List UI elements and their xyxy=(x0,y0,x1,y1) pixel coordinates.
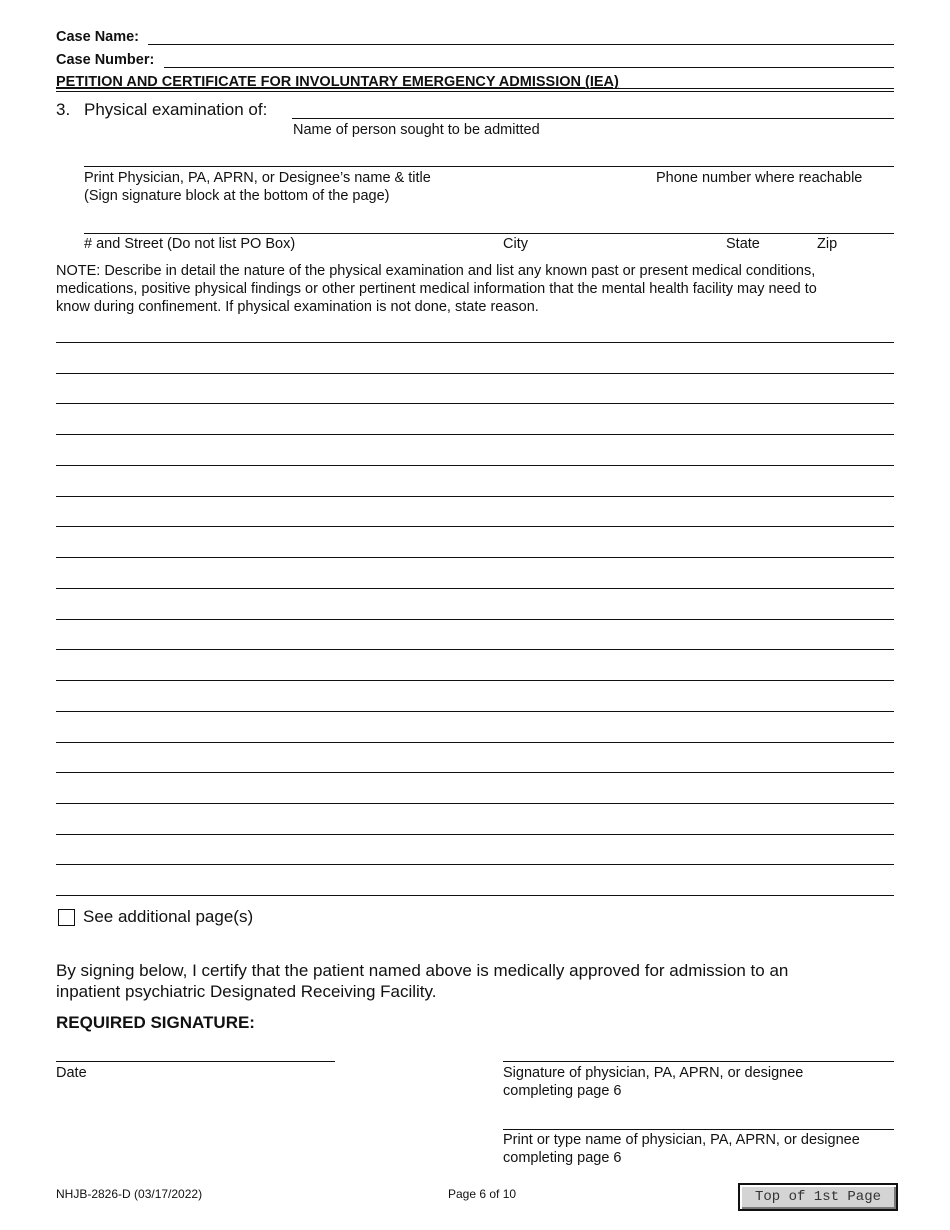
note-line1: NOTE: Describe in detail the nature of the physical examination and list any known past or present medical conditions, xyxy=(56,263,816,279)
zip-caption: Zip xyxy=(817,236,838,252)
writing-line xyxy=(56,864,894,865)
phone-field[interactable] xyxy=(656,148,890,166)
additional-pages-label: See additional page(s) xyxy=(83,907,254,926)
writing-line xyxy=(56,803,894,804)
signature-underline xyxy=(503,1061,894,1062)
city-caption: City xyxy=(503,236,528,252)
state-caption: State xyxy=(726,236,760,252)
person-name-caption: Name of person sought to be admitted xyxy=(293,122,540,138)
note-line2: medications, positive physical findings or other pertinent medical information that the mental health facility may need to xyxy=(56,281,817,297)
note-line3: know during confinement. If physical examination is not done, state reason. xyxy=(56,299,539,315)
street-field[interactable] xyxy=(86,215,496,233)
writing-line xyxy=(56,342,894,343)
print-name-caption-line1: Print or type name of physician, PA, APRN, or designee xyxy=(503,1132,860,1148)
writing-line xyxy=(56,772,894,773)
physician-caption-line1: Print Physician, PA, APRN, or Designee’s name & title xyxy=(84,170,431,186)
print-name-field[interactable] xyxy=(505,1110,890,1128)
writing-line xyxy=(56,557,894,558)
zip-field[interactable] xyxy=(817,215,890,233)
writing-line xyxy=(56,373,894,374)
physician-underline xyxy=(84,166,894,167)
writing-line xyxy=(56,711,894,712)
page-number: Page 6 of 10 xyxy=(448,1187,517,1201)
date-caption: Date xyxy=(56,1065,87,1081)
person-name-underline xyxy=(292,118,894,119)
date-field[interactable] xyxy=(58,1043,332,1061)
signature-caption-line1: Signature of physician, PA, APRN, or designee xyxy=(503,1065,804,1081)
writing-line xyxy=(56,895,894,896)
writing-line xyxy=(56,649,894,650)
writing-line xyxy=(56,742,894,743)
form-title: PETITION AND CERTIFICATE FOR INVOLUNTARY EMERGENCY ADMISSION (IEA) xyxy=(56,74,619,90)
title-rule-bottom xyxy=(56,91,894,92)
street-caption: # and Street (Do not list PO Box) xyxy=(84,236,296,252)
phone-caption: Phone number where reachable xyxy=(656,170,863,186)
case-name-label: Case Name: xyxy=(56,29,140,45)
address-underline xyxy=(84,233,894,234)
print-name-underline xyxy=(503,1129,894,1130)
required-signature-label: REQUIRED SIGNATURE: xyxy=(56,1013,255,1032)
section-number: 3. xyxy=(56,100,71,119)
case-number-underline xyxy=(164,67,894,68)
writing-line xyxy=(56,496,894,497)
writing-line xyxy=(56,403,894,404)
certify-line1: By signing below, I certify that the patient named above is medically approved for admission to an xyxy=(56,961,789,980)
writing-line xyxy=(56,434,894,435)
person-name-field[interactable] xyxy=(294,100,890,118)
signature-field[interactable] xyxy=(505,1043,890,1061)
form-id: NHJB-2826-D (03/17/2022) xyxy=(56,1187,203,1201)
writing-line xyxy=(56,526,894,527)
writing-line xyxy=(56,619,894,620)
physician-caption-line2: (Sign signature block at the bottom of the page) xyxy=(84,188,390,204)
writing-line xyxy=(56,465,894,466)
case-name-field[interactable] xyxy=(150,28,890,45)
case-number-label: Case Number: xyxy=(56,52,155,68)
signature-caption-line2: completing page 6 xyxy=(503,1083,622,1099)
state-field[interactable] xyxy=(726,215,812,233)
top-of-first-page-button[interactable]: Top of 1st Page xyxy=(738,1183,898,1211)
date-underline xyxy=(56,1061,335,1062)
writing-line xyxy=(56,680,894,681)
print-name-caption-line2: completing page 6 xyxy=(503,1150,622,1166)
writing-line xyxy=(56,834,894,835)
title-rule-top xyxy=(56,88,894,89)
writing-line xyxy=(56,588,894,589)
case-number-field[interactable] xyxy=(166,51,890,68)
section-heading: Physical examination of: xyxy=(84,100,268,119)
city-field[interactable] xyxy=(503,215,718,233)
physician-name-field[interactable] xyxy=(86,148,646,166)
certify-line2: inpatient psychiatric Designated Receiving Facility. xyxy=(56,982,437,1001)
case-name-underline xyxy=(148,44,894,45)
additional-pages-checkbox[interactable] xyxy=(58,909,75,926)
